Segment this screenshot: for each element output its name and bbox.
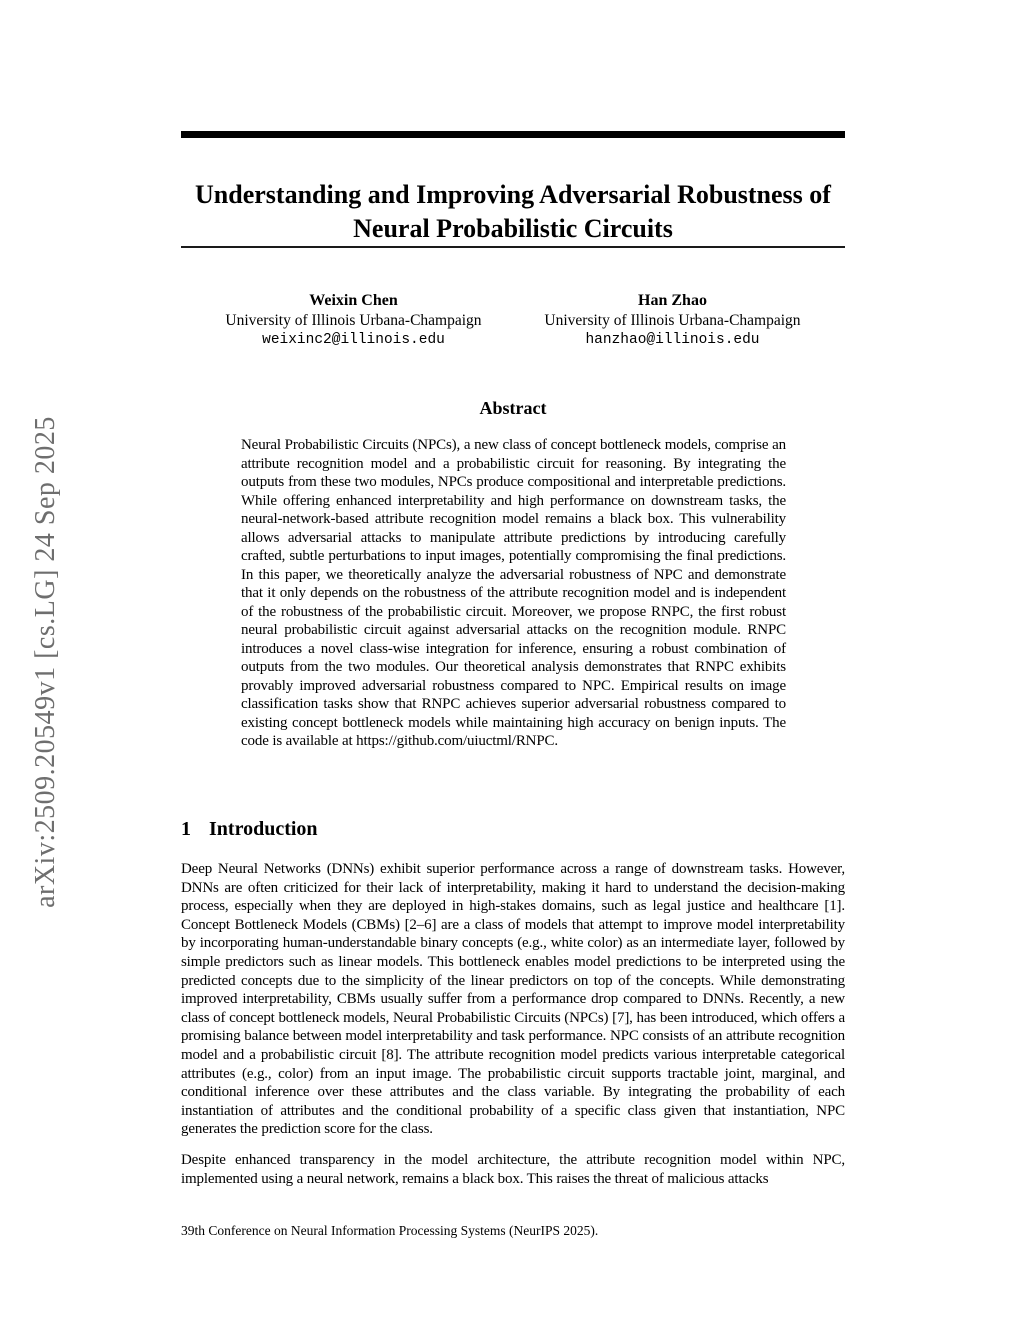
paper-title: Understanding and Improving Adversarial Robustness of Neural Probabilistic Circuits (195, 180, 831, 244)
section-heading (181, 818, 845, 841)
abstract-text: Neural Probabilistic Circuits (NPCs), a new class of concept bottleneck models, comprise an attribute recognition model and a probabilistic circuit for reasoning. By integrating the outputs from these two modules, NPCs produce compositional and interpretable predictions. While offering enhanced interpretability and high performance on downstream tasks, the neural-network-based attribute recognition model remains a black box. This vulnerability allows adversarial attacks to manipulate attribute predictions by introducing carefully crafted, subtle perturbations to input images, potentially compromising the final predictions. In this paper, we theoretically analyze the adversarial robustness of NPC and demonstrate that it only depends on the robustness of the attribute recognition model and is independent of the robustness of the probabilistic circuit. Moreover, we propose RNPC, the first robust neural probabilistic circuit against adversarial attacks on the recognition module. RNPC introduces a novel class-wise integration for inference, ensuring a robust combination of outputs from the two modules. Our theoretical analysis demonstrates that RNPC exhibits provably improved adversarial robustness compared to NPC. Empirical results on image classification tasks show that RNPC achieves superior adversarial robustness compared to existing concept bottleneck models while maintaining high accuracy on benign inputs. The code is available at https://github.com/uiuctml/RNPC. (241, 437, 786, 749)
section-number: 1 (181, 818, 191, 840)
section-introduction (181, 818, 845, 1200)
author-name: Han Zhao (638, 292, 707, 309)
author-block (204, 291, 504, 350)
author-name: Weixin Chen (309, 292, 398, 309)
title-rule-top (181, 131, 845, 138)
author-email: weixinc2@illinois.edu (262, 332, 445, 348)
author-email: hanzhao@illinois.edu (585, 332, 760, 348)
arxiv-watermark: arXiv:2509.20549v1 [cs.LG] 24 Sep 2025 (30, 416, 61, 908)
abstract-heading: Abstract (479, 398, 547, 418)
intro-paragraph-2: Despite enhanced transparency in the model architecture, the attribute recognition model within NPC, implemented using a neural network, remains a black box. This raises the threat of malicious attacks (181, 1151, 845, 1187)
intro-paragraph-1: Deep Neural Networks (DNNs) exhibit superior performance across a range of downstream tasks. However, DNNs are often criticized for their lack of interpretability, making it hard to understand the decision-making process, especially when they are deployed in high-stakes domains, such as legal justice and healthcare [1]. Concept Bottleneck Models (CBMs) [2–6] are a class of models that attempt to improve model interpretability by incorporating human-understandable binary concepts (e.g., white color) as an intermediate layer, followed by simple predictors such as linear models. This bottleneck enables model predictions to be interpreted using the predicted concepts due to the simplicity of the linear predictors on top of the concepts. While demonstrating improved interpretability, CBMs usually suffer from a performance drop compared to DNNs. Recently, a new class of concept bottleneck models, Neural Probabilistic Circuits (NPCs) [7], has been introduced, which offers a promising balance between model interpretability and task performance. NPC consists of an attribute recognition model and a probabilistic circuit [8]. The attribute recognition model predicts various interpretable categorical attributes (e.g., color) from an input image. The probabilistic circuit supports tractable joint, marginal, and conditional inference over these attributes and the class variable. By integrating the probability of each instantiation of attributes and the conditional probability of a specific class given that instantiation, NPC generates the prediction score for the class. (181, 861, 845, 1138)
title-rule-bottom (181, 246, 845, 248)
conference-footnote: 39th Conference on Neural Information Processing Systems (NeurIPS 2025). (181, 1223, 599, 1238)
author-affiliation: University of Illinois Urbana-Champaign (544, 312, 801, 329)
author-affiliation: University of Illinois Urbana-Champaign (225, 312, 482, 329)
author-block (523, 291, 823, 350)
section-title: Introduction (209, 818, 318, 840)
author-list (181, 291, 845, 350)
